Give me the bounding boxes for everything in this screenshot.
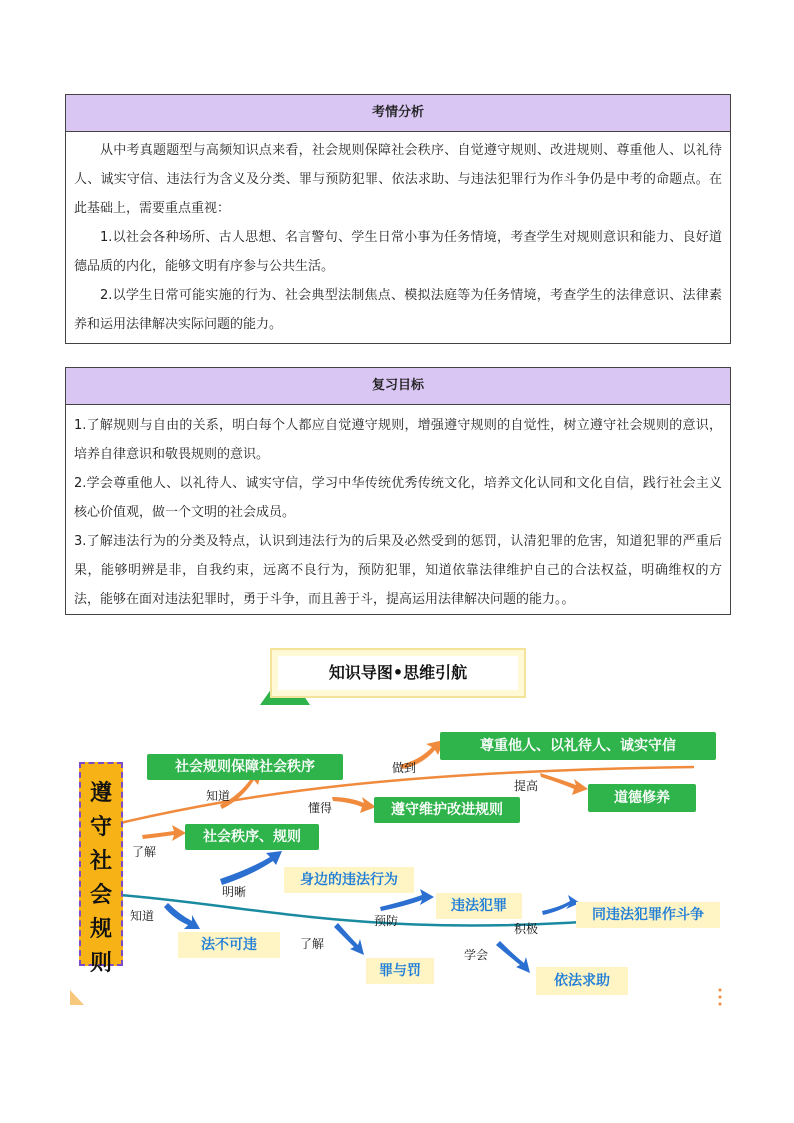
node-law-inviolable: 法不可违 [178, 932, 280, 958]
review-goals-title: 复习目标 [66, 368, 730, 405]
node-respect-courtesy-honesty: 尊重他人、以礼待人、诚实守信 [440, 732, 716, 760]
edge-label-know-1: 知道 [206, 789, 231, 803]
edge-label-master: 学会 [464, 948, 489, 962]
edge-label-understand: 懂得 [308, 801, 333, 815]
goal-item-2: 2.学会尊重他人、以礼待人、诚实守信，学习中华传统优秀传统文化，培养文化认同和文化自信，践行社会主义核心价值观，做一个文明的社会成员。 [74, 476, 722, 520]
exam-analysis-box [65, 94, 731, 344]
goal-item-1: 1.了解规则与自由的关系，明白每个人都应自觉遵守规则，增强遵守规则的自觉性，树立遵守社会规则的意识，培养自律意识和敬畏规则的意识。 [74, 418, 722, 462]
edge-label-learn-1: 了解 [132, 845, 157, 859]
node-moral-cultivation: 道德修养 [588, 784, 696, 812]
node-crime: 违法犯罪 [436, 893, 522, 919]
analysis-paragraph-3: 2.以学生日常可能实施的行为、社会典型法制焦点、模拟法庭等为任务情境，考查学生的法律意识、法律素养和运用法律解决实际问题的能力。 [74, 288, 722, 332]
edge-label-do: 做到 [392, 761, 417, 775]
review-goals-box [65, 367, 731, 615]
edge-label-learn-2: 了解 [300, 937, 325, 951]
analysis-paragraph-1: 从中考真题题型与高频知识点来看，社会规则保障社会秩序、自觉遵守规则、改进规则、尊重他人、以礼待人、诚实守信、违法行为含义及分类、罪与预防犯罪、依法求助、与违法犯罪行为作斗争仍是中考的命题点。在此基础上，需要重点重视： [74, 143, 722, 216]
goal-item-3: 3.了解违法行为的分类及特点，认识到违法行为的后果及必然受到的惩罚，认清犯罪的危害，知道犯罪的严重后果，能够明辨是非，自我约束，远离不良行为，预防犯罪，知道依靠法律维护自己的合法权益，明确维权的方法，能够在面对违法犯罪时，勇于斗争，而且善于斗，提高运用法律解决问题的能力。。 [74, 534, 722, 607]
edge-label-know-2: 知道 [130, 909, 155, 923]
knowledge-mind-map [70, 645, 730, 1010]
node-obey-maintain-improve: 遵守维护改进规则 [374, 797, 520, 823]
review-goals-body [66, 405, 730, 620]
mind-map-title-frame [270, 648, 526, 698]
exam-analysis-title: 考情分析 [66, 95, 730, 132]
exam-analysis-body [66, 132, 730, 345]
node-social-rules-order: 社会规则保障社会秩序 [147, 754, 343, 780]
node-legal-help: 依法求助 [536, 967, 628, 995]
node-fight-crime: 同违法犯罪作斗争 [576, 902, 720, 928]
node-crime-punishment: 罪与罚 [366, 958, 434, 984]
mind-map-connectors [70, 645, 730, 1010]
analysis-paragraph-2: 1.以社会各种场所、古人思想、名言警句、学生日常小事为任务情境，考查学生对规则意识和能力、良好道德品质的内化，能够文明有序参与公共生活。 [74, 230, 722, 274]
edge-label-prevent: 预防 [374, 914, 399, 928]
mind-map-title: 知识导图•思维引航 [278, 656, 518, 690]
edge-label-clarify: 明晰 [222, 885, 247, 899]
edge-label-improve: 提高 [514, 779, 539, 793]
node-social-order-rules: 社会秩序、规则 [185, 824, 319, 850]
node-illegal-acts-around: 身边的违法行为 [284, 867, 414, 893]
edge-label-active: 积极 [514, 922, 539, 936]
mind-map-root-node: 遵守社会规则 [79, 762, 123, 966]
